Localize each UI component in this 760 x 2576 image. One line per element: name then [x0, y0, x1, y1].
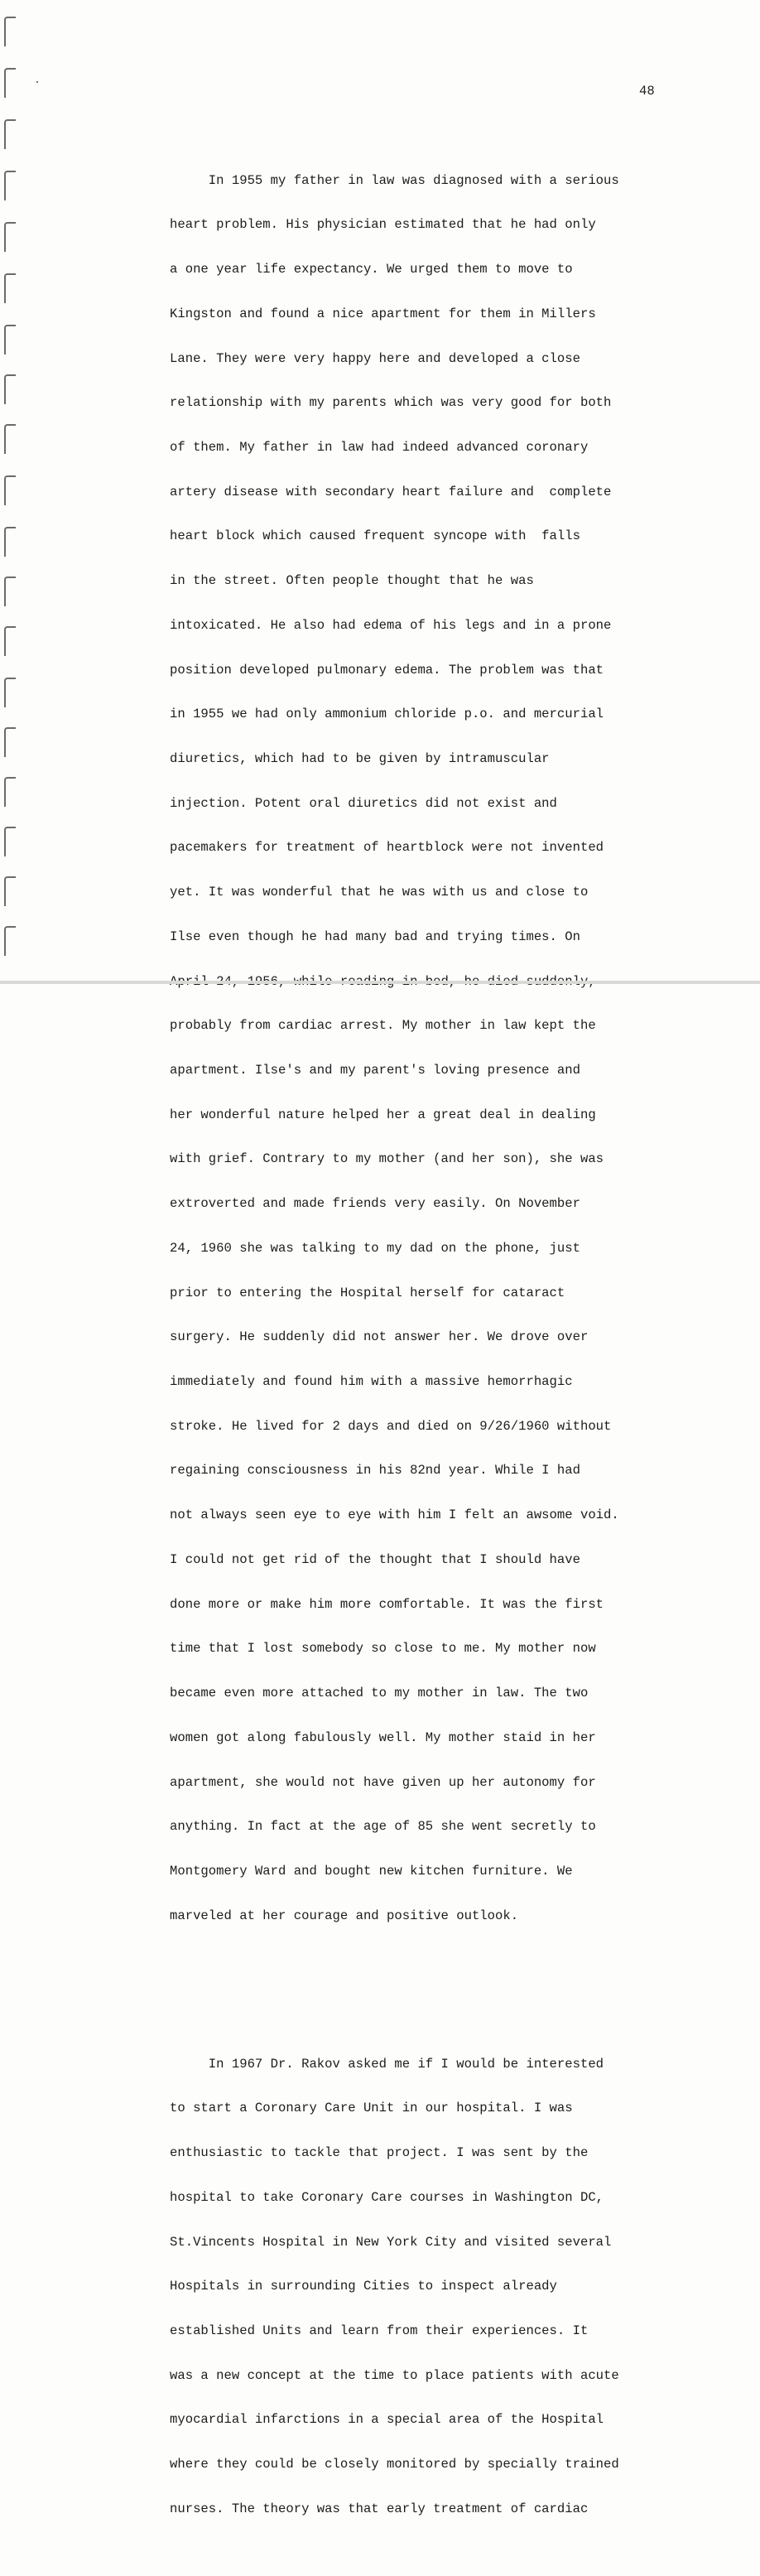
- text-line: anything. In fact at the age of 85 she went secretly to: [170, 1819, 596, 1835]
- text-line: St.Vincents Hospital in New York City and visited several: [170, 2234, 612, 2250]
- text-line: apartment, she would not have given up her autonomy for: [170, 1774, 596, 1790]
- binder-hole: [4, 424, 16, 454]
- text-line: marveled at her courage and positive outlook.: [170, 1908, 519, 1923]
- text-line: I could not get rid of the thought that I should have: [170, 1551, 580, 1567]
- binder-hole: [4, 68, 16, 98]
- scan-speck: [36, 81, 38, 83]
- text-line: 24, 1960 she was talking to my dad on the phone, just: [170, 1240, 580, 1256]
- text-line: established Units and learn from their experiences. It: [170, 2323, 589, 2339]
- page-bottom-edge: [0, 981, 760, 984]
- text-line: done more or make him more comfortable. It was the first: [170, 1596, 604, 1612]
- text-line: extroverted and made friends very easily. On November: [170, 1196, 580, 1212]
- text-line: prior to entering the Hospital herself for cataract: [170, 1285, 565, 1300]
- text-line: stroke. He lived for 2 days and died on 9/26/1960 without: [170, 1418, 612, 1434]
- text-line: artery disease with secondary heart failure and complete: [170, 484, 612, 499]
- text-line: position developed pulmonary edema. The problem was that: [170, 662, 604, 678]
- text-line: where they could be closely monitored by specially trained: [170, 2457, 619, 2472]
- text-line: of them. My father in law had indeed advanced coronary: [170, 439, 589, 455]
- text-line: enthusiastic to tackle that project. I was sent by the: [170, 2145, 589, 2161]
- binder-hole: [4, 374, 16, 404]
- text-line: In 1955 my father in law was diagnosed with a serious: [170, 172, 619, 188]
- binder-hole: [4, 777, 16, 807]
- binder-hole: [4, 876, 16, 906]
- text-line: heart problem. His physician estimated that he had only: [170, 217, 596, 233]
- text-line: diuretics, which had to be given by intramuscular: [170, 750, 550, 766]
- text-line: not always seen eye to eye with him I felt an awsome void.: [170, 1507, 619, 1523]
- text-line: became even more attached to my mother in law. The two: [170, 1686, 589, 1701]
- text-line: pacemakers for treatment of heartblock were not invented: [170, 840, 604, 856]
- binder-hole: [4, 926, 16, 956]
- text-line: relationship with my parents which was very good for both: [170, 395, 612, 411]
- text-line: Montgomery Ward and bought new kitchen furniture. We: [170, 1863, 573, 1879]
- paragraph: [170, 144, 716, 1954]
- text-line: immediately and found him with a massive hemorrhagic: [170, 1374, 573, 1390]
- binder-hole: [4, 222, 16, 252]
- paragraph-gap: [170, 1983, 716, 1998]
- binder-hole: [4, 527, 16, 557]
- text-line: in the street. Often people thought that he was: [170, 573, 534, 589]
- text-line: hospital to take Coronary Care courses in Washington DC,: [170, 2189, 604, 2205]
- text-line: yet. It was wonderful that he was with us and close to: [170, 885, 589, 900]
- binder-hole: [4, 273, 16, 303]
- text-line: injection. Potent oral diuretics did not exist and: [170, 795, 557, 811]
- binder-hole: [4, 678, 16, 707]
- binder-hole: [4, 119, 16, 149]
- binder-hole: [4, 17, 16, 46]
- text-line: women got along fabulously well. My mother staid in her: [170, 1729, 596, 1745]
- binder-hole: [4, 171, 16, 200]
- text-line: Lane. They were very happy here and developed a close: [170, 350, 580, 366]
- binder-holes: [0, 0, 33, 984]
- text-line: with grief. Contrary to my mother (and her son), she was: [170, 1151, 604, 1167]
- binder-hole: [4, 576, 16, 606]
- text-line: a one year life expectancy. We urged them to move to: [170, 262, 573, 277]
- text-line: myocardial infarctions in a special area of the Hospital: [170, 2412, 604, 2428]
- text-line: Kingston and found a nice apartment for them in Millers: [170, 306, 596, 321]
- text-line: her wonderful nature helped her a great deal in dealing: [170, 1107, 596, 1122]
- paragraph: [170, 2028, 716, 2547]
- binder-hole: [4, 827, 16, 856]
- text-line: time that I lost somebody so close to me. My mother now: [170, 1641, 596, 1657]
- page-number: 48: [639, 84, 655, 99]
- binder-hole: [4, 325, 16, 355]
- text-line: In 1967 Dr. Rakov asked me if I would be interested: [170, 2056, 604, 2072]
- text-line: heart block which caused frequent syncope with falls: [170, 528, 580, 544]
- binder-hole: [4, 727, 16, 757]
- text-line: Ilse even though he had many bad and trying times. On: [170, 929, 580, 944]
- text-line: probably from cardiac arrest. My mother in law kept the: [170, 1018, 596, 1034]
- text-line: apartment. Ilse's and my parent's loving presence and: [170, 1063, 580, 1078]
- text-line: regaining consciousness in his 82nd year. While I had: [170, 1463, 580, 1479]
- text-line: nurses. The theory was that early treatment of cardiac: [170, 2501, 589, 2516]
- text-line: in 1955 we had only ammonium chloride p.o. and mercurial: [170, 707, 604, 722]
- body-text: [170, 114, 716, 2576]
- binder-hole: [4, 626, 16, 656]
- binder-hole: [4, 475, 16, 505]
- text-line: Hospitals in surrounding Cities to inspect already: [170, 2279, 557, 2294]
- text-line: intoxicated. He also had edema of his legs and in a prone: [170, 617, 612, 633]
- text-line: surgery. He suddenly did not answer her. We drove over: [170, 1329, 589, 1345]
- text-line: to start a Coronary Care Unit in our hospital. I was: [170, 2101, 573, 2116]
- text-line: was a new concept at the time to place patients with acute: [170, 2367, 619, 2383]
